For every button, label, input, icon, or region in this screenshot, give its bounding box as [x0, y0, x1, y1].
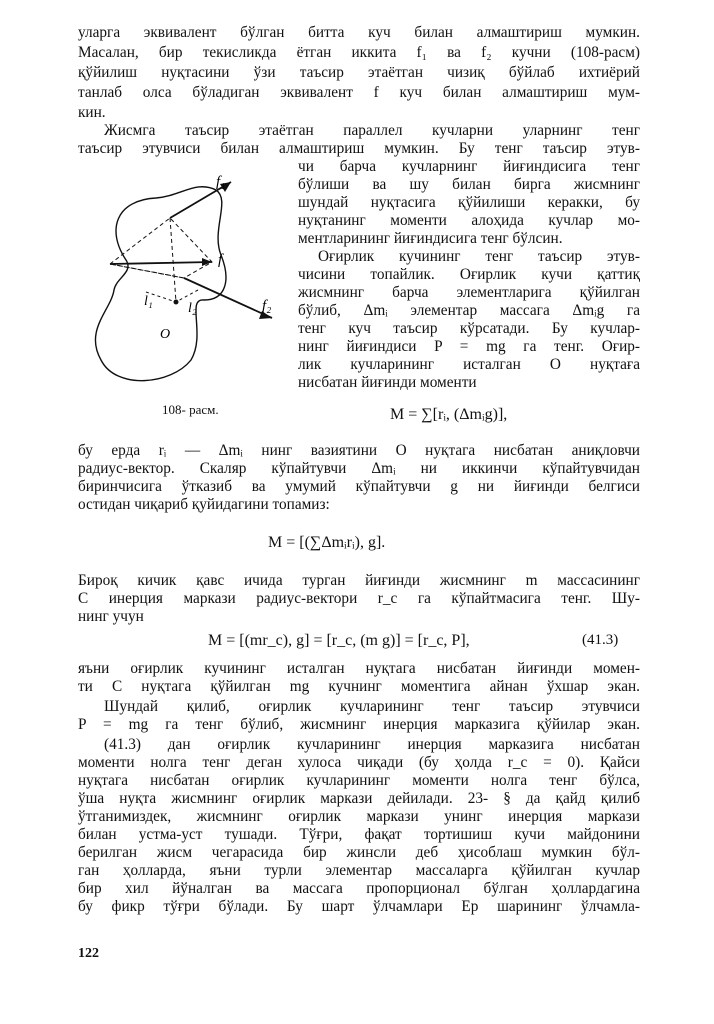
label-f2: f₂ [262, 298, 272, 314]
text-line: шундай нуқтасига қўйилиши керакки, бу [298, 194, 640, 211]
text-line: чисини топайлик. Оғирлик кучи қаттиқ [298, 266, 640, 283]
text-line: бу фикр тўғри бўлади. Бу шарт ўлчамлари Ер шарининг ўлчамла- [78, 898, 640, 915]
force-f-vector [110, 262, 212, 264]
text-line: чи барча кучларнинг йиғиндисига тенг [298, 158, 640, 175]
text-line: уларга эквивалент бўлган битта куч билан алмаштириш мумкин. [78, 24, 640, 41]
formula-moment-factored: M = [(∑Δmᵢrᵢ), g]. [268, 534, 386, 551]
text-line: билан устма-уст тушади. Тўғри, фақат тортишиш кучи майдонини [78, 826, 640, 843]
label-f1: f₁ [216, 174, 226, 190]
force-f2-vector [184, 278, 272, 318]
text-line: радиус-вектор. Скаляр кўпайтувчи Δmᵢ ни иккинчи кўпайтувчидан [78, 460, 640, 477]
text-line: моменти нолга тенг деган хулоса чиқади (бу ҳолда r_c = 0). Қайси [78, 754, 640, 771]
text-line: Жисмга таъсир этаётган параллел кучларни уларнинг тенг [104, 122, 640, 139]
label-f: f [218, 252, 223, 268]
text-line: P = mg га тенг бўлиб, жисмнинг инерция марказига қўйилар экан. [78, 716, 640, 733]
text-line: яъни оғирлик кучининг исталган нуқтага нисбатан йиғинди момен- [78, 660, 640, 677]
text-line: ган ҳолларда, яъни турли элементар массаларга қўйилган кучлар [78, 862, 640, 879]
text-line: Оғирлик кучининг тенг таъсир этув- [318, 248, 640, 265]
text-line: биринчисига ўтказиб ва умумий кўпайтувчи g ни йиғинди белгиси [78, 478, 640, 495]
text-line: остидан чиқариб қуйидагини топамиз: [78, 496, 330, 513]
text-line: нинг учун [78, 608, 144, 625]
text-line: нинг йиғиндиси P = mg га тенг. Оғир- [298, 338, 640, 355]
figure-caption: 108- расм. [162, 402, 219, 417]
dashed-line [170, 218, 176, 302]
formula-41-3: M = [(mr_c), g] = [r_c, (m g)] = [r_c, P], [208, 632, 470, 649]
text-line: ўтганимиздек, жисмнинг оғирлик маркази унинг инерция маркази [78, 808, 640, 825]
text-line: лик кучларининг исталган O нуқтаға [298, 356, 640, 373]
label-o: O [160, 327, 171, 342]
equation-number: (41.3) [582, 632, 619, 648]
text-line: (41.3) дан оғирлик кучларининг инерция марказига нисбатан [104, 736, 640, 753]
point-o [174, 300, 179, 305]
text-line: нуқтага нисбатан оғирлик кучларининг моменти нолга тенг бўлса, [78, 772, 640, 789]
text-line: бир хил йўналган ва массага пропорционал бўлган ҳоллардагина [78, 880, 640, 897]
body-outline [95, 187, 226, 381]
text-line: кин. [78, 104, 106, 121]
text-line: ти C нуқтага қўйилган mg кучнинг моментига айнан ўхшар экан. [78, 678, 640, 695]
formula-moment-sum: M = ∑[rᵢ, (Δmᵢg)], [390, 406, 508, 423]
page-number: 122 [78, 946, 99, 961]
text-line: қўйилиш нуқтасини ўзи таъсир этаётган чизиқ бўйлаб ихтиёрий [78, 64, 640, 81]
parallelogram-dashed [110, 218, 212, 278]
text-line: тенг куч таъсир кўрсатади. Бу кучлар- [298, 320, 640, 337]
text-line: нисбатан йиғинди моменти [298, 374, 477, 391]
text-line: бўлиб, Δmᵢ элементар массага Δmᵢg га [298, 302, 640, 319]
text-line: C инерция маркази радиус-вектори r_c га кўпайтмасига тенг. Шу- [78, 590, 640, 607]
text-line: ментларининг йиғиндисига тенг бўлсин. [298, 230, 563, 247]
text-line: берилган жисм чегарасида бир жинсли деб ҳисоблаш мумкин бўл- [78, 844, 640, 861]
text-line: таъсир этувчиси билан алмаштириш мумкин. Бу тенг таъсир этув- [78, 140, 640, 157]
text-line: нуқтанинг моменти алоҳида кучлар мо- [298, 212, 640, 229]
text-line: бўлиши ва шу билан бирга жисмнинг [298, 176, 640, 193]
figure-108 [86, 160, 296, 396]
label-l2: l₂ [188, 301, 197, 316]
text-line: Масалан, бир текисликда ётган иккита f₁ ва f₂ кучни (108-расм) [78, 44, 640, 61]
text-line: бу ерда rᵢ — Δmᵢ нинг вазиятини O нуқтага нисбатан аниқловчи [78, 442, 640, 459]
text-line: танлаб олса бўладиган эквивалент f куч билан алмаштириш мум- [78, 84, 640, 101]
text-line: жисмнинг барча элементларига қўйилган [298, 284, 640, 301]
text-line: Шундай қилиб, оғирлик кучларининг тенг таъсир этувчиси [104, 698, 640, 715]
text-line: ўша нуқта жисмнинг оғирлик маркази дейилади. 23- § да қайд қилиб [78, 790, 640, 807]
label-l1: l₁ [144, 294, 153, 309]
text-line: Бироқ кичик қавс ичида турган йиғинди жисмнинг m массасининг [78, 572, 640, 589]
